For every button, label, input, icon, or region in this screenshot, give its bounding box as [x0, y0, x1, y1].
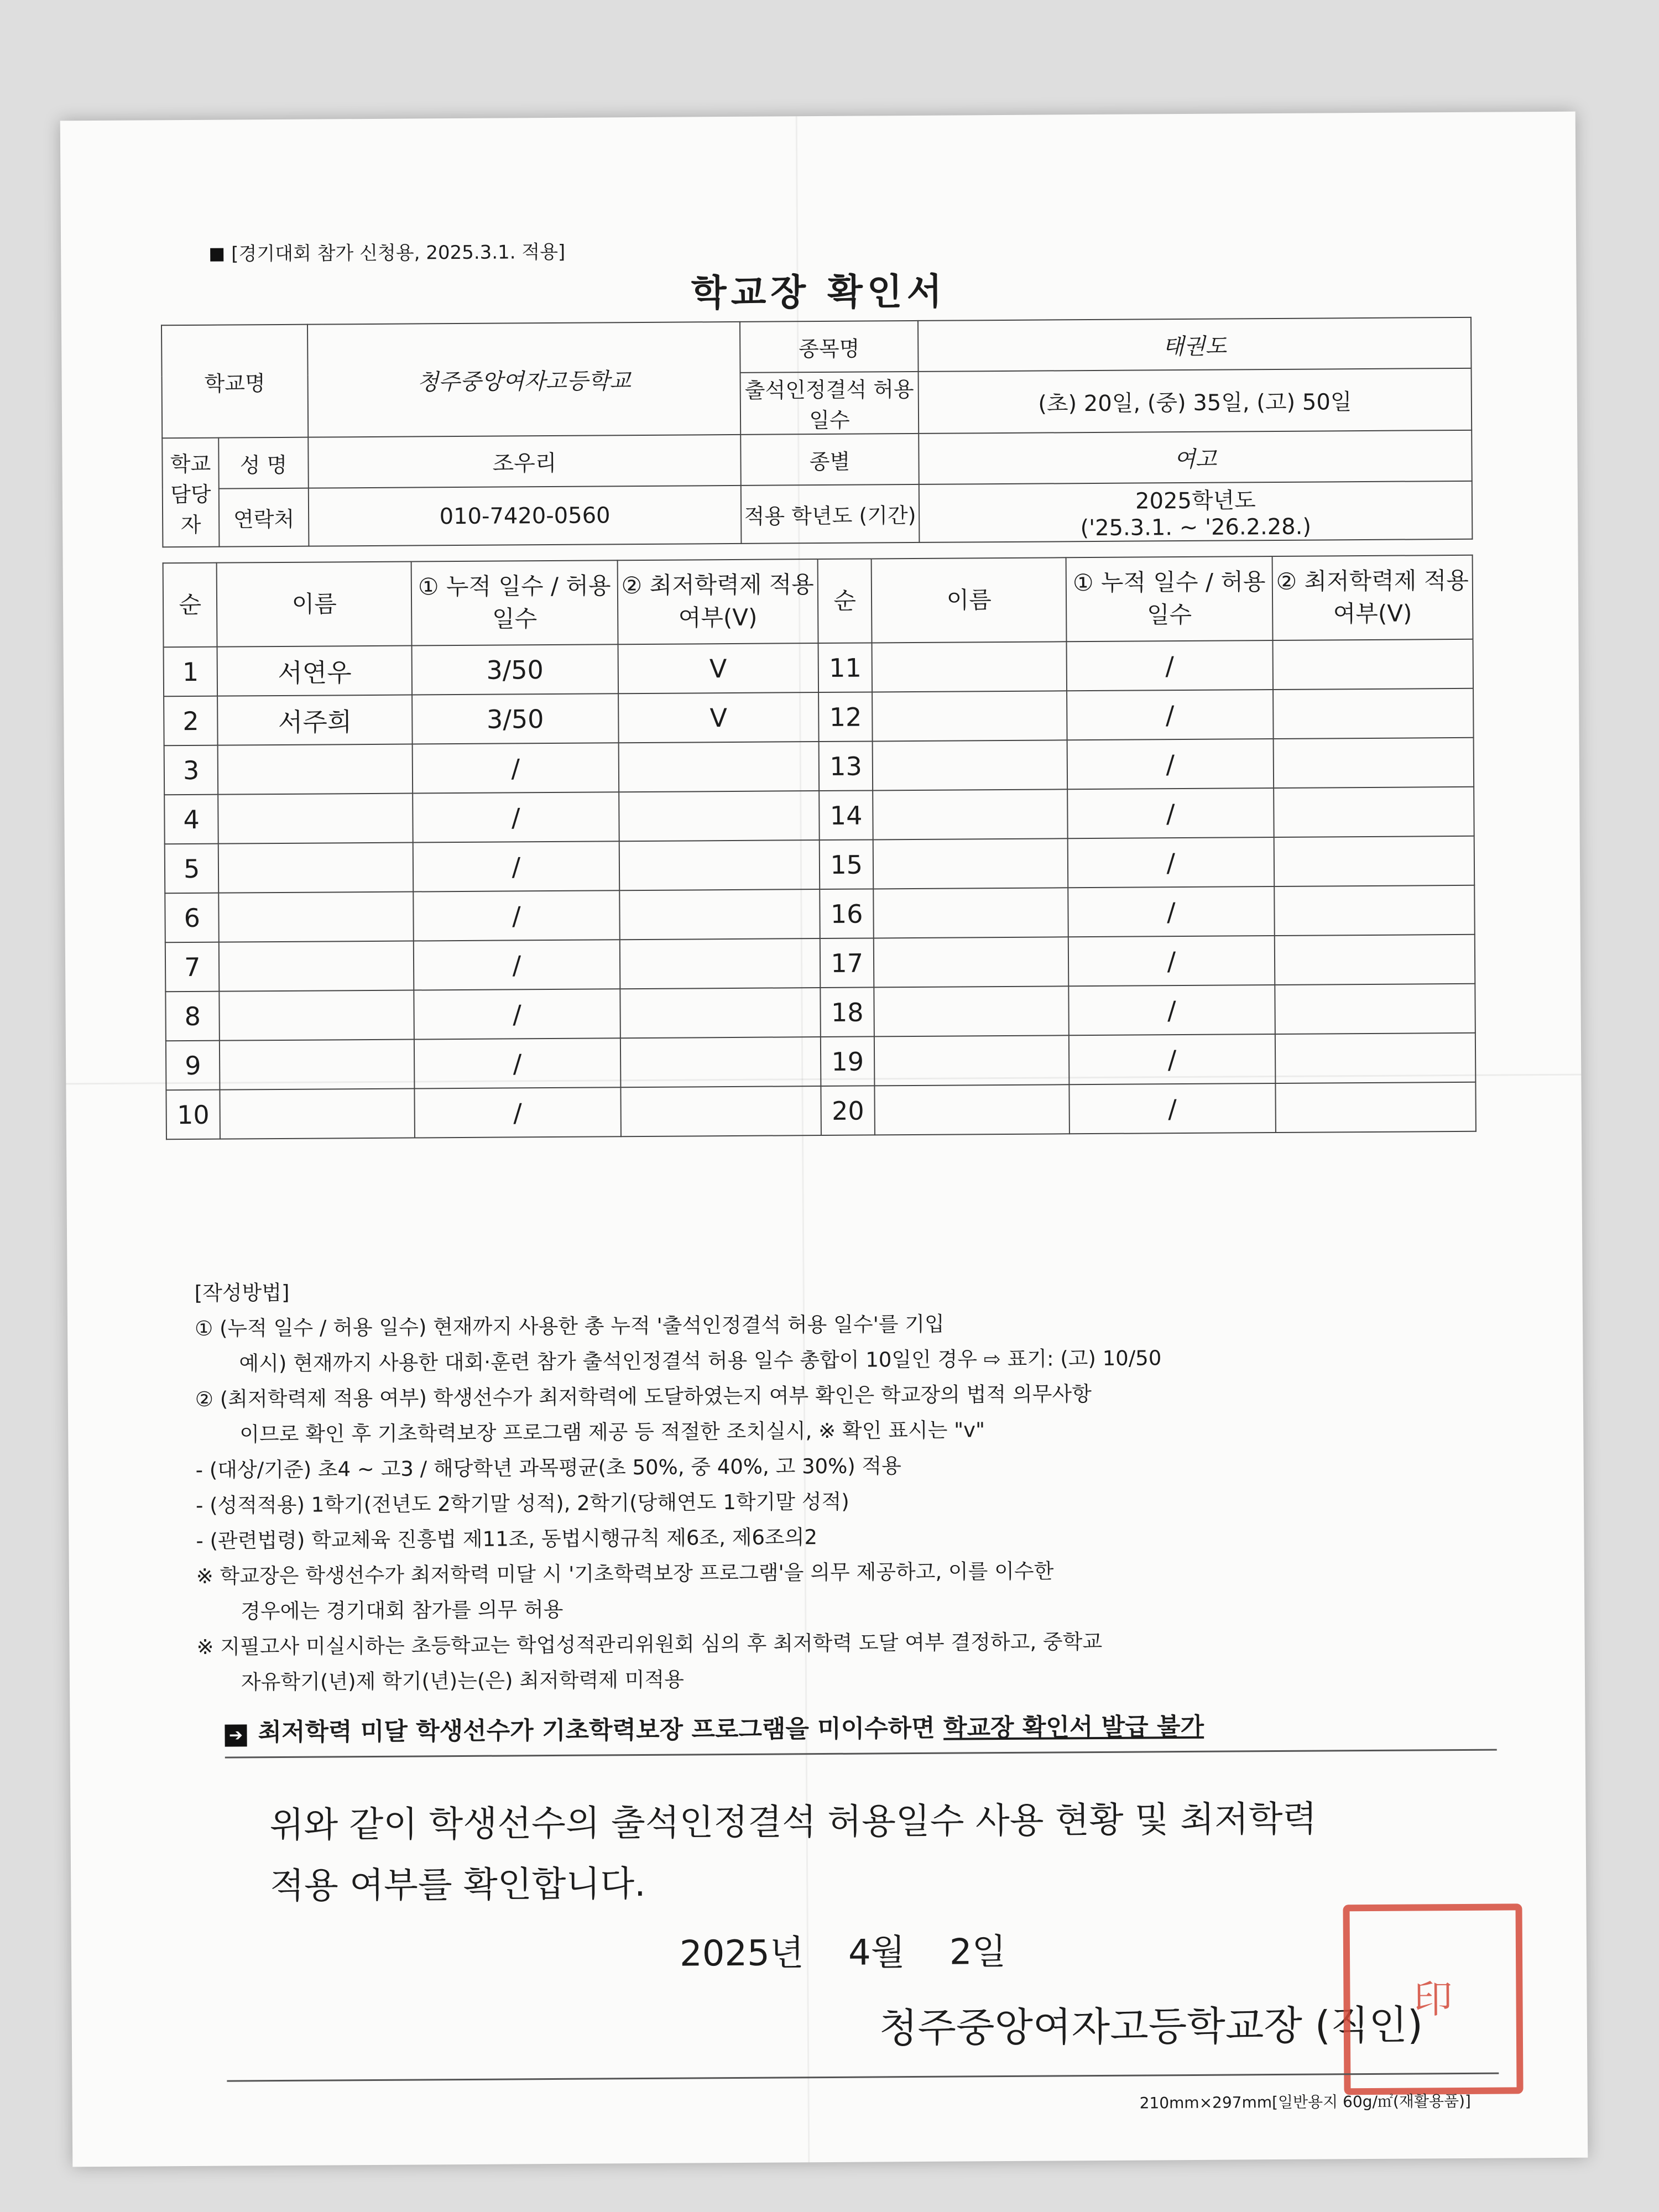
roster-cell-no_l: 10 — [166, 1090, 220, 1140]
roster-cell-no_r: 14 — [819, 790, 873, 840]
roster-cell-no_l: 6 — [165, 893, 219, 943]
roster-cell-name_l — [220, 1089, 415, 1139]
year-text: 2025학년도 — [1135, 488, 1256, 514]
roster-cell-name_l — [219, 941, 414, 992]
instruction-line: - (관련법령) 학교체육 진흥법 제11조, 동법시행규칙 제6조, 제6조의2 — [196, 1525, 818, 1553]
roster-cell-no_r: 16 — [820, 889, 874, 938]
roster-cell-no_r: 12 — [818, 692, 873, 742]
phone-label: 연락처 — [219, 488, 309, 547]
instructions — [194, 1268, 1469, 1700]
table-row — [165, 836, 1474, 893]
roster-cell-cnt_r: / — [1068, 837, 1274, 888]
table-row — [166, 1082, 1475, 1139]
instruction-line: 자유학기(년)제 학기(년)는(은) 최저학력제 미적용 — [241, 1667, 685, 1694]
roster-cell-no_l: 2 — [164, 696, 218, 746]
table-row — [165, 935, 1475, 992]
school-value: 청주중앙여자고등학교 — [307, 322, 740, 437]
sport-value: 태권도 — [918, 317, 1472, 372]
roster-cell-chk_r — [1275, 935, 1475, 985]
roster-body — [164, 639, 1476, 1139]
roster-cell-chk_l — [620, 1086, 821, 1136]
confirmation-text: 위와 같이 학생선수의 출석인정결석 허용일수 사용 현황 및 최저학력 적용 여부를 확인합니다. — [269, 1798, 1317, 1907]
year-value — [919, 481, 1473, 542]
table-row — [164, 639, 1473, 696]
instruction-line: ② (최저학력제 적용 여부) 학생선수가 최저학력에 도달하였는지 여부 확인은 학교장의 법적 의무사항 — [195, 1382, 1092, 1411]
roster-cell-no_r: 13 — [819, 741, 873, 791]
roster-cell-name_r — [874, 1035, 1069, 1086]
divider — [225, 1749, 1497, 1759]
roster-cell-chk_r — [1273, 738, 1474, 788]
notice: ➔ 최저학력 미달 학생선수가 기초학력보장 프로그램을 미이수하면 학교장 확인서 발급 불가 — [225, 1707, 1204, 1748]
table-row — [165, 984, 1475, 1041]
instruction-line: ① (누적 일수 / 허용 일수) 현재까지 사용한 총 누적 '출석인정결석 허용 일수'를 기입 — [194, 1312, 945, 1340]
document-paper — [60, 112, 1588, 2167]
roster-cell-name_l — [220, 1040, 414, 1090]
roster-cell-name_l — [220, 990, 414, 1041]
roster-cell-chk_r — [1275, 1082, 1476, 1133]
bottom-divider — [227, 2073, 1499, 2082]
roster-cell-chk_l — [620, 988, 821, 1038]
header-no-left: 순 — [163, 563, 217, 648]
roster-cell-no_r: 18 — [820, 987, 874, 1037]
roster-cell-cnt_r: / — [1066, 640, 1272, 691]
name-value: 조우리 — [308, 435, 741, 488]
issue-date: 2025년 4월 2일 — [679, 1932, 1006, 1975]
roster-cell-name_r — [874, 986, 1069, 1036]
roster-cell-no_r: 19 — [821, 1036, 875, 1086]
document-title: 학교장 확인서 — [691, 270, 947, 315]
roster-cell-no_l: 9 — [166, 1041, 220, 1091]
roster-cell-no_l: 7 — [165, 942, 220, 992]
instructions-title: [작성방법] — [194, 1280, 290, 1305]
header-check-right: ② 최저학력제 적용 여부(V) — [1272, 555, 1473, 640]
instruction-line: ※ 지필고사 미실시하는 초등학교는 학업성적관리위원회 심의 후 최저학력 도달 여부 결정하고, 중학교 — [196, 1629, 1103, 1659]
roster-cell-cnt_r: / — [1068, 886, 1274, 937]
roster-cell-chk_r — [1272, 639, 1473, 690]
period-text: ('25.3.1. ~ '26.2.28.) — [1080, 514, 1312, 541]
phone-value: 010-7420-0560 — [309, 486, 742, 546]
roster-cell-chk_l: V — [618, 692, 819, 743]
roster-cell-cnt_l: / — [413, 792, 619, 842]
instruction-line: - (성적적용) 1학기(전년도 2학기말 성적), 2학기(당해연도 1학기말 성적) — [195, 1489, 849, 1517]
table-row — [164, 787, 1474, 844]
table-row — [164, 738, 1474, 795]
form-note: [경기대회 참가 신청용, 2025.3.1. 적용] — [210, 237, 565, 266]
roster-cell-name_r — [874, 937, 1068, 987]
roster-cell-cnt_l: / — [413, 743, 619, 793]
table-row — [164, 688, 1473, 745]
school-label: 학교명 — [161, 325, 308, 439]
roster-cell-no_r: 11 — [818, 643, 872, 692]
roster-cell-no_l: 8 — [165, 992, 220, 1041]
official-seal: 印 — [1343, 1903, 1523, 2095]
roster-cell-chk_l — [619, 889, 820, 940]
header-name-left: 이름 — [217, 562, 412, 647]
table-row — [165, 885, 1474, 942]
roster-cell-name_r — [872, 641, 1067, 692]
roster-cell-cnt_r: / — [1068, 985, 1275, 1035]
name-label: 성 명 — [218, 437, 309, 489]
roster-cell-name_l: 서연우 — [217, 646, 412, 696]
header-check-left: ② 최저학력제 적용 여부(V) — [617, 559, 818, 644]
instruction-line: ※ 학교장은 학생선수가 최저학력 미달 시 '기초학력보장 프로그램'을 의무 제공하고, 이를 이수한 — [196, 1559, 1054, 1588]
roster-cell-name_l — [219, 892, 414, 942]
roster-cell-name_l — [218, 794, 413, 844]
notice-emphasis: 학교장 확인서 발급 불가 — [943, 1712, 1204, 1743]
roster-cell-cnt_r: / — [1067, 739, 1274, 789]
roster-cell-name_r — [873, 789, 1068, 839]
signer: 청주중앙여자고등학교장 (직인) — [879, 2001, 1423, 2052]
allow-label: 출석인정결석 허용 일수 — [740, 372, 919, 435]
roster-cell-cnt_l: 3/50 — [412, 644, 618, 695]
manager-label: 학교 담당자 — [162, 438, 219, 547]
bullet-square-icon — [210, 248, 223, 262]
roster-cell-name_r — [872, 691, 1067, 741]
header-count-left: ① 누적 일수 / 허용 일수 — [411, 560, 618, 645]
roster-cell-cnt_r: / — [1067, 690, 1273, 740]
paper-spec: 210mm×297mm[일반용지 60g/㎡(재활용품)] — [1139, 2091, 1472, 2112]
roster-cell-cnt_r: / — [1069, 1083, 1275, 1134]
roster-cell-cnt_l: / — [413, 890, 619, 941]
header-no-right: 순 — [818, 559, 872, 643]
roster-table — [163, 555, 1477, 1140]
info-table — [161, 317, 1473, 547]
table-row — [166, 1033, 1475, 1090]
roster-cell-chk_l — [618, 742, 819, 792]
roster-cell-cnt_r: / — [1067, 788, 1274, 838]
type-value: 여고 — [919, 430, 1472, 484]
roster-cell-cnt_r: / — [1069, 1034, 1275, 1084]
arrow-box-icon: ➔ — [225, 1724, 247, 1746]
roster-cell-cnt_l: 3/50 — [412, 693, 618, 744]
roster-cell-no_r: 15 — [820, 839, 874, 889]
roster-cell-cnt_l: / — [414, 1087, 620, 1138]
instruction-line: - (대상/기준) 초4 ~ 고3 / 해당학년 과목평균(초 50%, 중 40%, 고 30%) 적용 — [195, 1454, 902, 1482]
roster-cell-no_r: 20 — [821, 1086, 875, 1135]
roster-cell-no_l: 5 — [165, 844, 219, 894]
roster-cell-no_l: 1 — [164, 647, 218, 697]
roster-cell-no_r: 17 — [820, 938, 874, 988]
sport-label: 종목명 — [740, 321, 919, 373]
roster-cell-chk_r — [1274, 885, 1475, 936]
roster-cell-chk_r — [1275, 984, 1475, 1034]
roster-cell-name_r — [873, 838, 1068, 889]
roster-cell-cnt_l: / — [414, 989, 620, 1039]
roster-cell-cnt_l: / — [413, 841, 619, 891]
type-label: 종별 — [740, 434, 919, 486]
instruction-line: 예시) 현재까지 사용한 대회·훈련 참가 출석인정결석 허용 일수 총합이 10일인 경우 ⇨ 표기: (고) 10/50 — [239, 1346, 1162, 1376]
roster-cell-name_l — [218, 744, 413, 795]
roster-cell-no_l: 3 — [164, 745, 218, 795]
instruction-line: 경우에는 경기대회 참가를 의무 허용 — [241, 1597, 564, 1624]
roster-cell-chk_r — [1275, 1033, 1476, 1083]
roster-cell-name_l — [218, 843, 413, 893]
roster-cell-chk_l: V — [618, 643, 818, 693]
roster-cell-chk_r — [1274, 787, 1474, 837]
roster-cell-chk_l — [620, 938, 821, 989]
roster-cell-name_r — [874, 888, 1068, 938]
roster-cell-chk_l — [619, 840, 820, 890]
roster-cell-chk_r — [1273, 688, 1474, 739]
roster-cell-name_r — [873, 740, 1067, 790]
roster-cell-name_r — [875, 1084, 1070, 1135]
year-label: 적용 학년도 (기간) — [741, 484, 920, 544]
roster-cell-chk_r — [1274, 836, 1474, 886]
roster-cell-chk_l — [620, 1037, 821, 1087]
allow-value: (초) 20일, (중) 35일, (고) 50일 — [919, 368, 1472, 434]
roster-cell-no_l: 4 — [164, 795, 218, 844]
roster-cell-cnt_l: / — [414, 940, 620, 990]
roster-cell-cnt_l: / — [414, 1038, 620, 1088]
header-name-right: 이름 — [872, 557, 1067, 643]
roster-cell-chk_l — [619, 791, 820, 841]
header-count-right: ① 누적 일수 / 허용 일수 — [1066, 556, 1273, 641]
roster-cell-name_l: 서주희 — [218, 695, 413, 745]
instruction-line: 이므로 확인 후 기초학력보장 프로그램 제공 등 적절한 조치실시, ※ 확인 표시는 "v" — [239, 1418, 985, 1447]
roster-cell-cnt_r: / — [1068, 936, 1275, 986]
